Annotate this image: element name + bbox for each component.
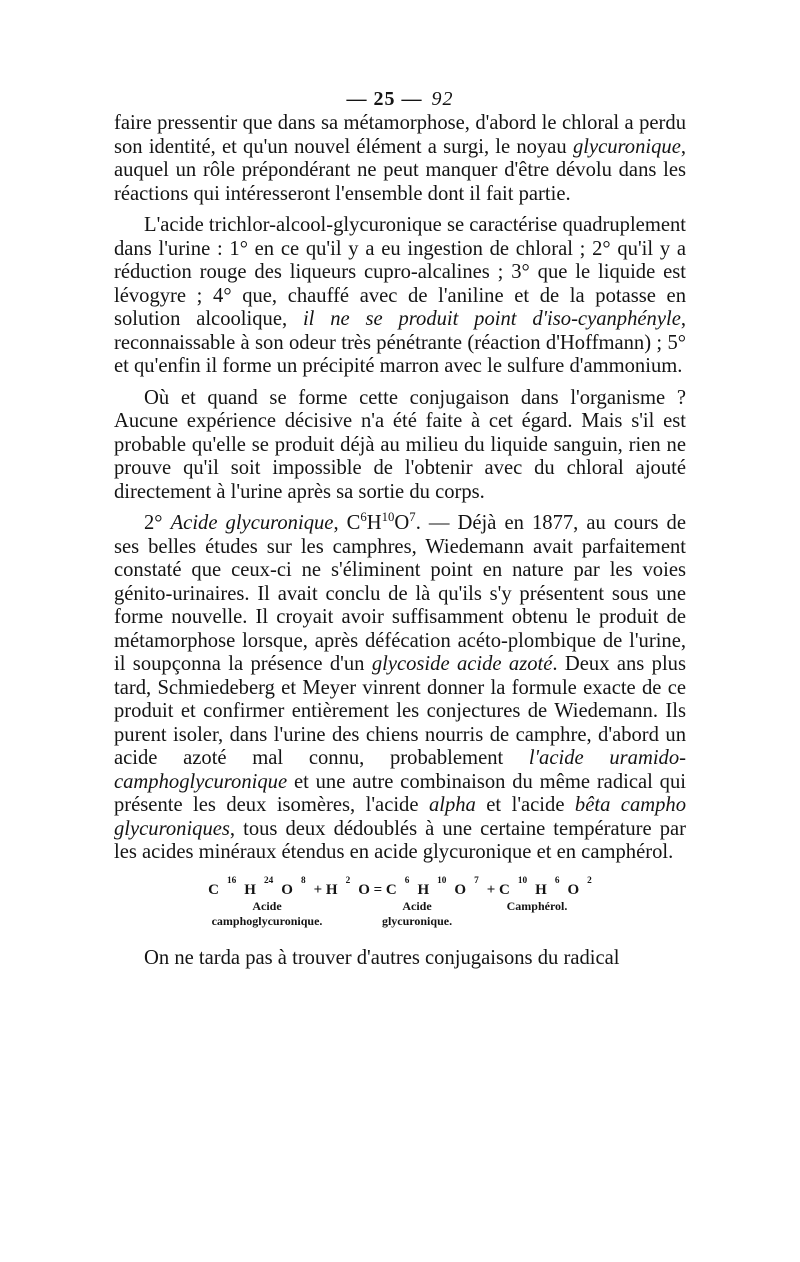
paragraph: Où et quand se forme cette conjugaison dans l'organisme ? Aucune expérience décisive n'a été faite à cet égard. Mais s'il est probable qu'elle se produit déjà au milieu du liquide sanguin, rien ne prouve qu'il soit impossible de l'obtenir avec du chloral ajouté directement à l'urine après sa sortie du corps.	[114, 386, 686, 503]
equation-label: Acide glycuronique.	[381, 898, 453, 928]
paragraph: L'acide trichlor-alcool-glycuronique se caractérise quadruplement dans l'urine : 1° en ce qu'il y a eu ingestion de chloral ; 2° qu'il y a réduction rouge des liqueurs cupro-alcalines ; 3° que le liquide est lévogyre ; 4° que, chauffé avec de l'aniline et de la potasse en solution alcoolique, il ne se produit point d'iso-cyanphényle, reconnaissable à son odeur très pénétrante (réaction d'Hoffmann) ; 5° et qu'enfin il forme un précipité marron avec le sulfure d'ammonium.	[114, 214, 686, 377]
handwritten-page-number: 92	[431, 88, 454, 110]
paragraph: 2° Acide glycuronique, $C^6H^{10}O^7$. — Déjà en 1877, au cours de ses belles études sur les camphres, Wiedemann avait parfaitement constaté que ceux-ci ne s'éliminent point en nature par les voies génito-urinaires. Il avait conclu de là qu'ils s'y présentent sous une forme nouvelle. Il croyait avoir suffisamment obtenu le produit de métamorphose lorsque, après défécation acéto-plombique de l'urine, il soupçonna la présence d'un glycoside acide azoté. Deux ans plus tard, Schmiedeberg et Meyer vinrent donner la formule exacte de ce produit et confirmer entièrement les conjectures de Wiedemann. Ils purent isoler, dans l'urine des chiens nourris de camphre, d'abord un acide azoté mal connu, probablement l'acide uramido-camphoglycuronique et une autre combinaison du même radical qui présente les deux isomères, l'acide alpha et l'acide bêta campho glycuroniques, tous deux dédoublés à une certaine température par les acides minéraux étendus en acide glycuronique et en camphérol.	[114, 510, 686, 863]
equation-formula: C 16 H 24 O 8 + H 2 O = C 6 H 10 O 7 + C 10 H 6 O 2	[208, 875, 592, 898]
chemical-equation	[114, 875, 686, 933]
page-number: — 25 —	[346, 88, 423, 110]
page-header	[0, 88, 800, 111]
body-text	[114, 112, 686, 970]
equation-labels	[114, 899, 686, 933]
paragraph: On ne tarda pas à trouver d'autres conjugaisons du radical	[144, 946, 620, 969]
equation-label: Camphérol.	[506, 898, 568, 913]
equation-label: Acide camphoglycuronique.	[211, 898, 323, 928]
paragraph: faire pressentir que dans sa métamorphose, d'abord le chloral a perdu son identité, et qu'un nouvel élément a surgi, le noyau glycuronique, auquel un rôle prépondérant ne peut manquer d'être dévolu dans les réactions qui intéresseront l'ensemble dont il fait partie.	[114, 112, 686, 205]
